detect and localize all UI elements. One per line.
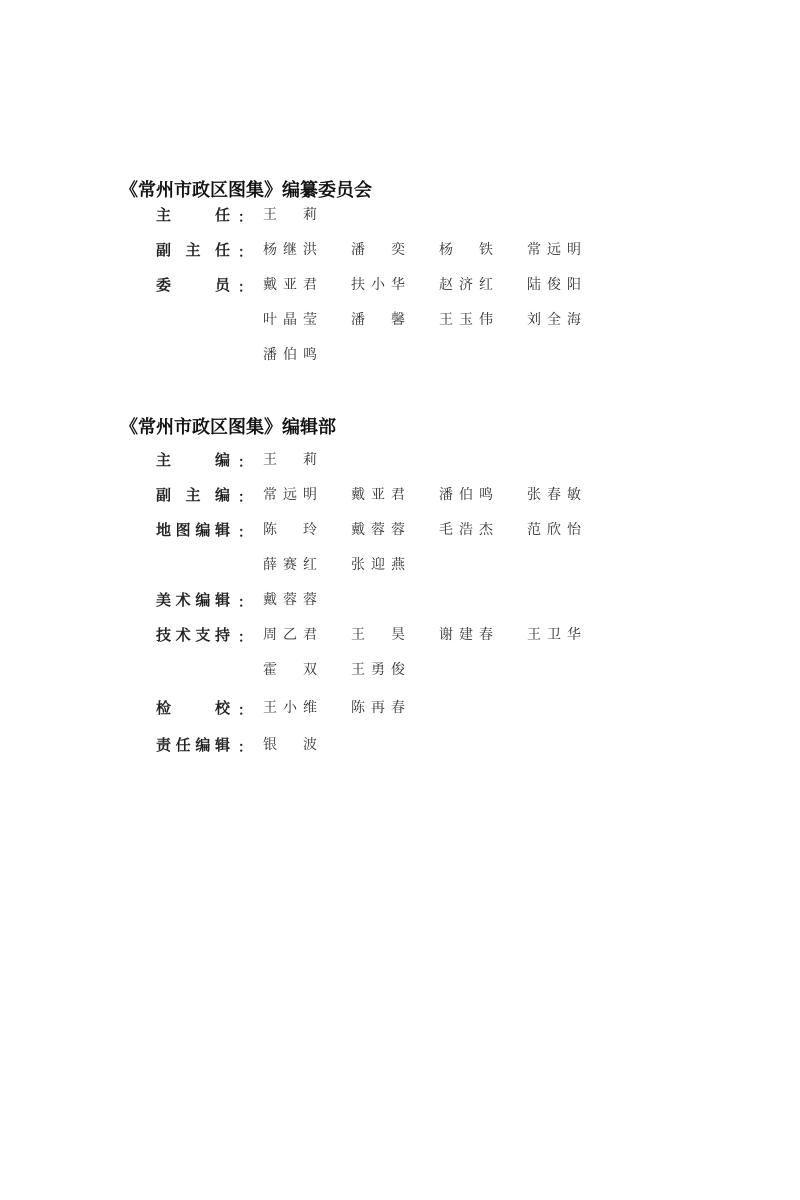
committee-row [156, 239, 656, 261]
editorial-row [156, 519, 656, 541]
member-name: 霍 双 [263, 662, 317, 678]
member-name: 杨 铁 [439, 242, 493, 258]
member-name: 常 远 明 [263, 487, 317, 503]
member-name: 张 迎 燕 [351, 557, 405, 573]
role-label: 责 任 编 辑 [156, 736, 230, 754]
role-colon: ： [238, 630, 252, 646]
member-name: 王 玉 伟 [439, 312, 493, 328]
role-colon: ： [238, 740, 252, 756]
role-label: 主 编 [156, 451, 230, 469]
committee-row [156, 344, 656, 366]
role-colon: ： [238, 210, 252, 226]
committee-row [156, 204, 656, 226]
member-name: 张 春 敏 [527, 487, 581, 503]
member-name: 范 欣 怡 [527, 522, 581, 538]
committee-row [156, 274, 656, 296]
member-name: 扶 小 华 [351, 277, 405, 293]
role-colon: ： [238, 525, 252, 541]
member-name: 戴 蓉 蓉 [351, 522, 405, 538]
member-name: 潘 馨 [351, 312, 405, 328]
member-name: 陈 玲 [263, 522, 317, 538]
editorial-title: 《常州市政区图集》编辑部 [120, 417, 336, 438]
role-colon: ： [238, 490, 252, 506]
member-name: 潘 伯 鸣 [439, 487, 493, 503]
member-name: 陆 俊 阳 [527, 277, 581, 293]
editorial-row [156, 449, 656, 471]
role-colon: ： [238, 595, 252, 611]
member-name: 戴 亚 君 [351, 487, 405, 503]
role-label: 美 术 编 辑 [156, 591, 230, 609]
member-name: 王 莉 [263, 452, 317, 468]
member-name: 薛 赛 红 [263, 557, 317, 573]
member-name: 王 勇 俊 [351, 662, 405, 678]
member-name: 杨 继 洪 [263, 242, 317, 258]
editorial-row [156, 697, 656, 719]
member-name: 陈 再 春 [351, 700, 405, 716]
role-label: 主 任 [156, 206, 230, 224]
member-name: 周 乙 君 [263, 627, 317, 643]
member-name: 潘 伯 鸣 [263, 347, 317, 363]
committee-title: 《常州市政区图集》编纂委员会 [120, 180, 372, 201]
member-name: 常 远 明 [527, 242, 581, 258]
member-name: 潘 奕 [351, 242, 405, 258]
member-name: 王 莉 [263, 207, 317, 223]
member-name: 赵 济 红 [439, 277, 493, 293]
role-colon: ： [238, 703, 252, 719]
role-label: 检 校 [156, 699, 230, 717]
member-name: 刘 全 海 [527, 312, 581, 328]
member-name: 毛 浩 杰 [439, 522, 493, 538]
role-label: 副 主 编 [156, 486, 230, 504]
member-name: 王 卫 华 [527, 627, 581, 643]
role-label: 委 员 [156, 276, 230, 294]
role-colon: ： [238, 245, 252, 261]
role-colon: ： [238, 455, 252, 471]
member-name: 银 波 [263, 737, 317, 753]
member-name: 叶 晶 莹 [263, 312, 317, 328]
editorial-row [156, 589, 656, 611]
editorial-row [156, 734, 656, 756]
role-label: 技 术 支 持 [156, 626, 230, 644]
committee-row [156, 309, 656, 331]
member-name: 戴 亚 君 [263, 277, 317, 293]
editorial-row [156, 659, 656, 681]
editorial-row [156, 484, 656, 506]
editorial-row [156, 554, 656, 576]
role-label: 副 主 任 [156, 241, 230, 259]
role-colon: ： [238, 280, 252, 296]
role-label: 地 图 编 辑 [156, 521, 230, 539]
editorial-row [156, 624, 656, 646]
member-name: 谢 建 春 [439, 627, 493, 643]
member-name: 戴 蓉 蓉 [263, 592, 317, 608]
member-name: 王 小 维 [263, 700, 317, 716]
member-name: 王 昊 [351, 627, 405, 643]
